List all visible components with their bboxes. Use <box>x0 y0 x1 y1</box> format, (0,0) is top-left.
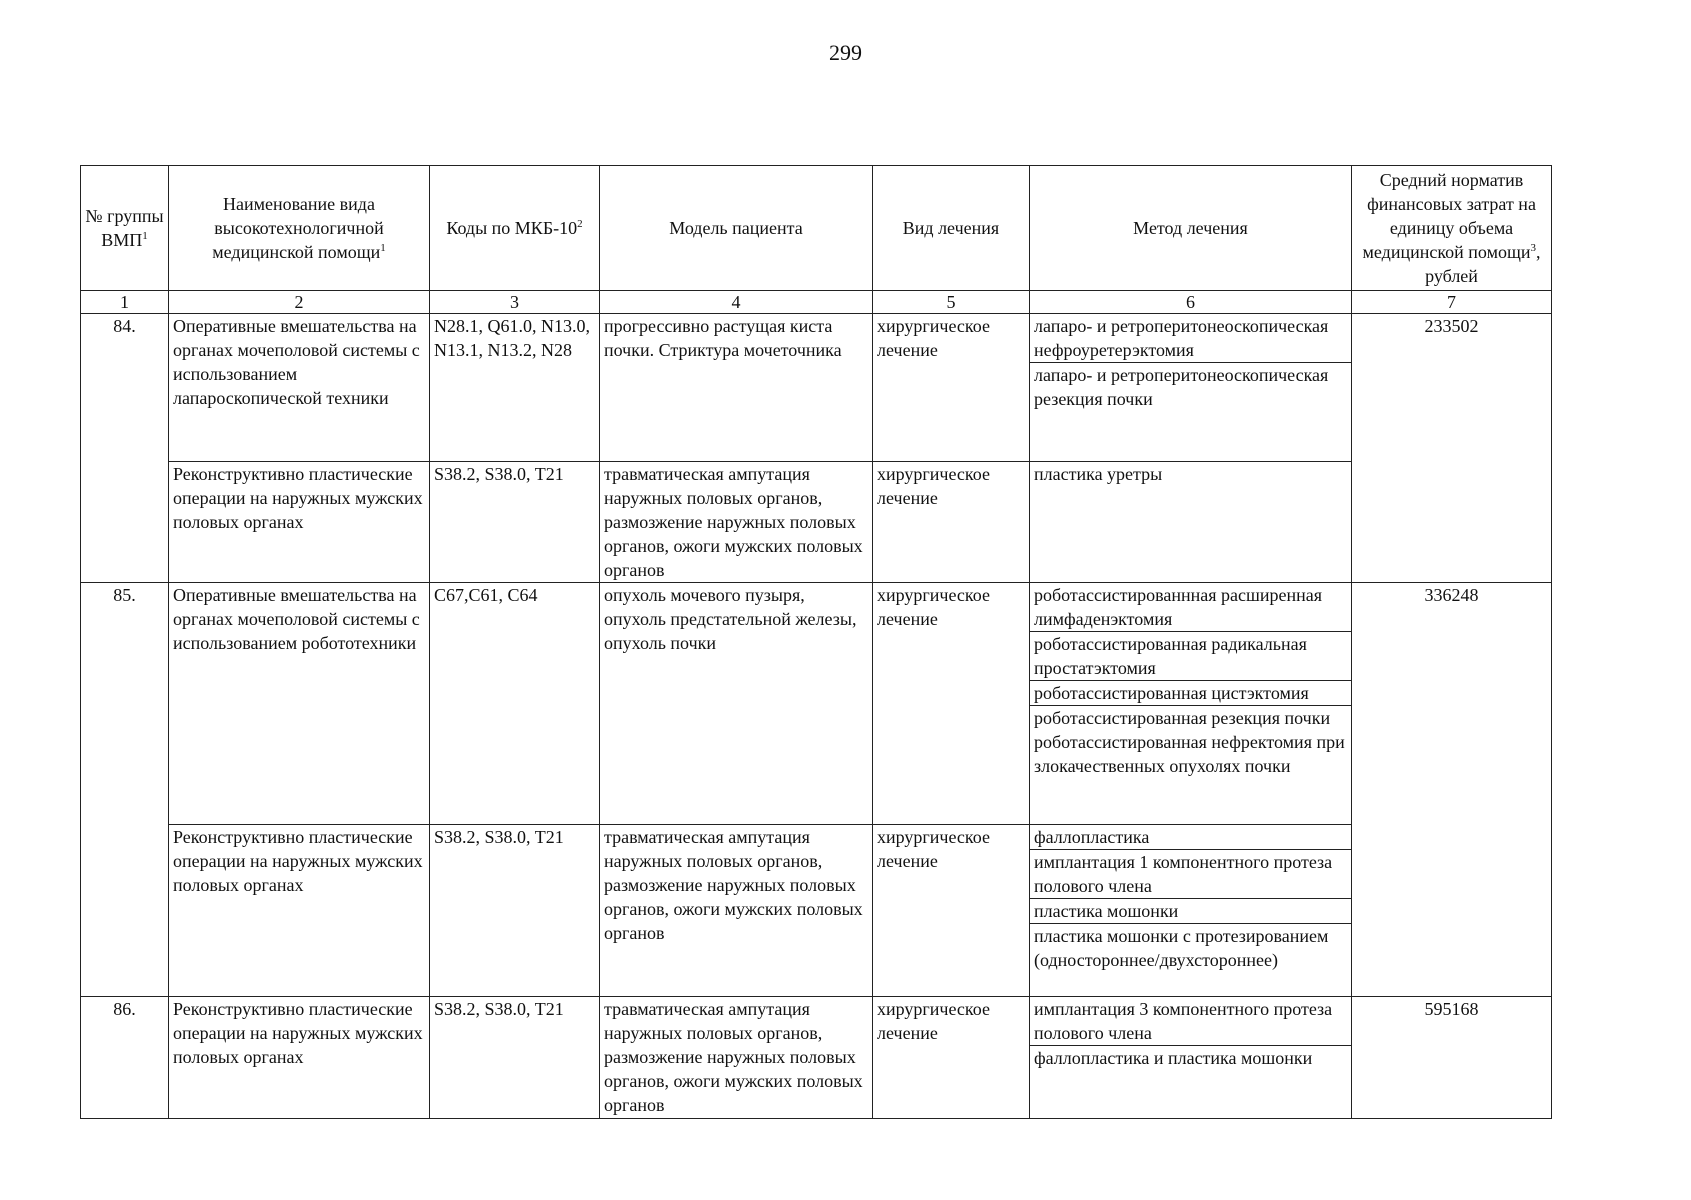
treatment-method: роботассистированная радикальная простатэктомия <box>1030 632 1351 681</box>
treatment-methods <box>1030 462 1352 583</box>
treatment-method: пластика мошонки <box>1030 899 1351 924</box>
column-number: 6 <box>1030 291 1352 314</box>
treatment-method: пластика уретры <box>1034 464 1163 484</box>
table-row <box>81 583 1552 825</box>
icd-codes: S38.2, S38.0, T21 <box>430 462 600 583</box>
treatment-method: роботассистированная нефректомия при злокачественных опухолях почки <box>1034 732 1345 776</box>
treatment-methods <box>1030 825 1352 997</box>
page-number: 299 <box>829 40 862 65</box>
patient-model: опухоль мочевого пузыря, опухоль предстательной железы, опухоль почки <box>600 583 873 825</box>
treatment-method: роботассистированная цистэктомия <box>1030 681 1351 706</box>
cost-value: 233502 <box>1352 314 1552 583</box>
header-icd-codes: Коды по МКБ-$10^2$ <box>430 166 600 291</box>
vmp-table <box>80 165 1552 1119</box>
treatment-type: хирургическое лечение <box>873 825 1030 997</box>
table-row <box>81 825 1552 997</box>
header-treatment-method: Метод лечения <box>1030 166 1352 291</box>
treatment-method: фаллопластика <box>1030 825 1351 850</box>
treatment-method: имплантация 1 компонентного протеза полового члена <box>1030 850 1351 899</box>
treatment-method: роботассистированнная расширенная лимфаденэктомия <box>1030 583 1351 632</box>
patient-model: травматическая ампутация наружных половых органов, размозжение наружных половых органов, ожоги мужских половых органов <box>600 462 873 583</box>
table-row <box>81 462 1552 583</box>
treatment-methods <box>1030 314 1352 462</box>
column-numbers-row <box>81 291 1552 314</box>
treatment-type: хирургическое лечение <box>873 583 1030 825</box>
icd-codes: S38.2, S38.0, T21 <box>430 825 600 997</box>
header-patient-model: Модель пациента <box>600 166 873 291</box>
group-number: 86. <box>81 997 169 1119</box>
column-number: 3 <box>430 291 600 314</box>
treatment-methods <box>1030 997 1352 1119</box>
table-row <box>81 997 1552 1119</box>
vmp-name: Оперативные вмешательства на органах мочеполовой системы с использованием робототехники <box>169 583 430 825</box>
patient-model: травматическая ампутация наружных половых органов, размозжение наружных половых органов, ожоги мужских половых органов <box>600 997 873 1119</box>
column-number: 2 <box>169 291 430 314</box>
vmp-name: Реконструктивно пластические операции на наружных мужских половых органах <box>169 997 430 1119</box>
header-treatment-type: Вид лечения <box>873 166 1030 291</box>
treatment-type: хирургическое лечение <box>873 314 1030 462</box>
icd-codes: C67,C61, C64 <box>430 583 600 825</box>
treatment-method: фаллопластика и пластика мошонки <box>1034 1048 1313 1068</box>
vmp-name: Оперативные вмешательства на органах мочеполовой системы с использованием лапароскопической техники <box>169 314 430 462</box>
icd-codes: N28.1, Q61.0, N13.0, N13.1, N13.2, N28 <box>430 314 600 462</box>
treatment-type: хирургическое лечение <box>873 997 1030 1119</box>
treatment-method: лапаро- и ретроперитонеоскопическая нефроуретерэктомия <box>1030 314 1351 363</box>
treatment-type: хирургическое лечение <box>873 462 1030 583</box>
vmp-name: Реконструктивно пластические операции на наружных мужских половых органах <box>169 462 430 583</box>
treatment-method: лапаро- и ретроперитонеоскопическая резекция почки <box>1034 365 1329 409</box>
patient-model: прогрессивно растущая киста почки. Стриктура мочеточника <box>600 314 873 462</box>
icd-codes: S38.2, S38.0, T21 <box>430 997 600 1119</box>
treatment-methods <box>1030 583 1352 825</box>
column-number: 1 <box>81 291 169 314</box>
cost-value: 336248 <box>1352 583 1552 997</box>
cost-value: 595168 <box>1352 997 1552 1119</box>
group-number: 84. <box>81 314 169 583</box>
treatment-method: имплантация 3 компонентного протеза полового члена <box>1030 997 1351 1046</box>
treatment-method: роботассистированная резекция почки <box>1034 708 1331 728</box>
header-row <box>81 166 1552 291</box>
column-number: 5 <box>873 291 1030 314</box>
vmp-name: Реконструктивно пластические операции на наружных мужских половых органах <box>169 825 430 997</box>
column-number: 4 <box>600 291 873 314</box>
column-number: 7 <box>1352 291 1552 314</box>
treatment-method: пластика мошонки с протезированием (одностороннее/двухстороннее) <box>1034 926 1329 970</box>
header-vmp-name: Наименование вида высокотехнологичной медицинской помощи$^1$ <box>169 166 430 291</box>
patient-model: травматическая ампутация наружных половых органов, размозжение наружных половых органов, ожоги мужских половых органов <box>600 825 873 997</box>
table-row <box>81 314 1552 462</box>
group-number: 85. <box>81 583 169 997</box>
header-cost-standard: Средний норматив финансовых затрат на единицу объема медицинской помощи$^3$, рублей <box>1352 166 1552 291</box>
header-group-number: № группы ВМП$^1$ <box>81 166 169 291</box>
